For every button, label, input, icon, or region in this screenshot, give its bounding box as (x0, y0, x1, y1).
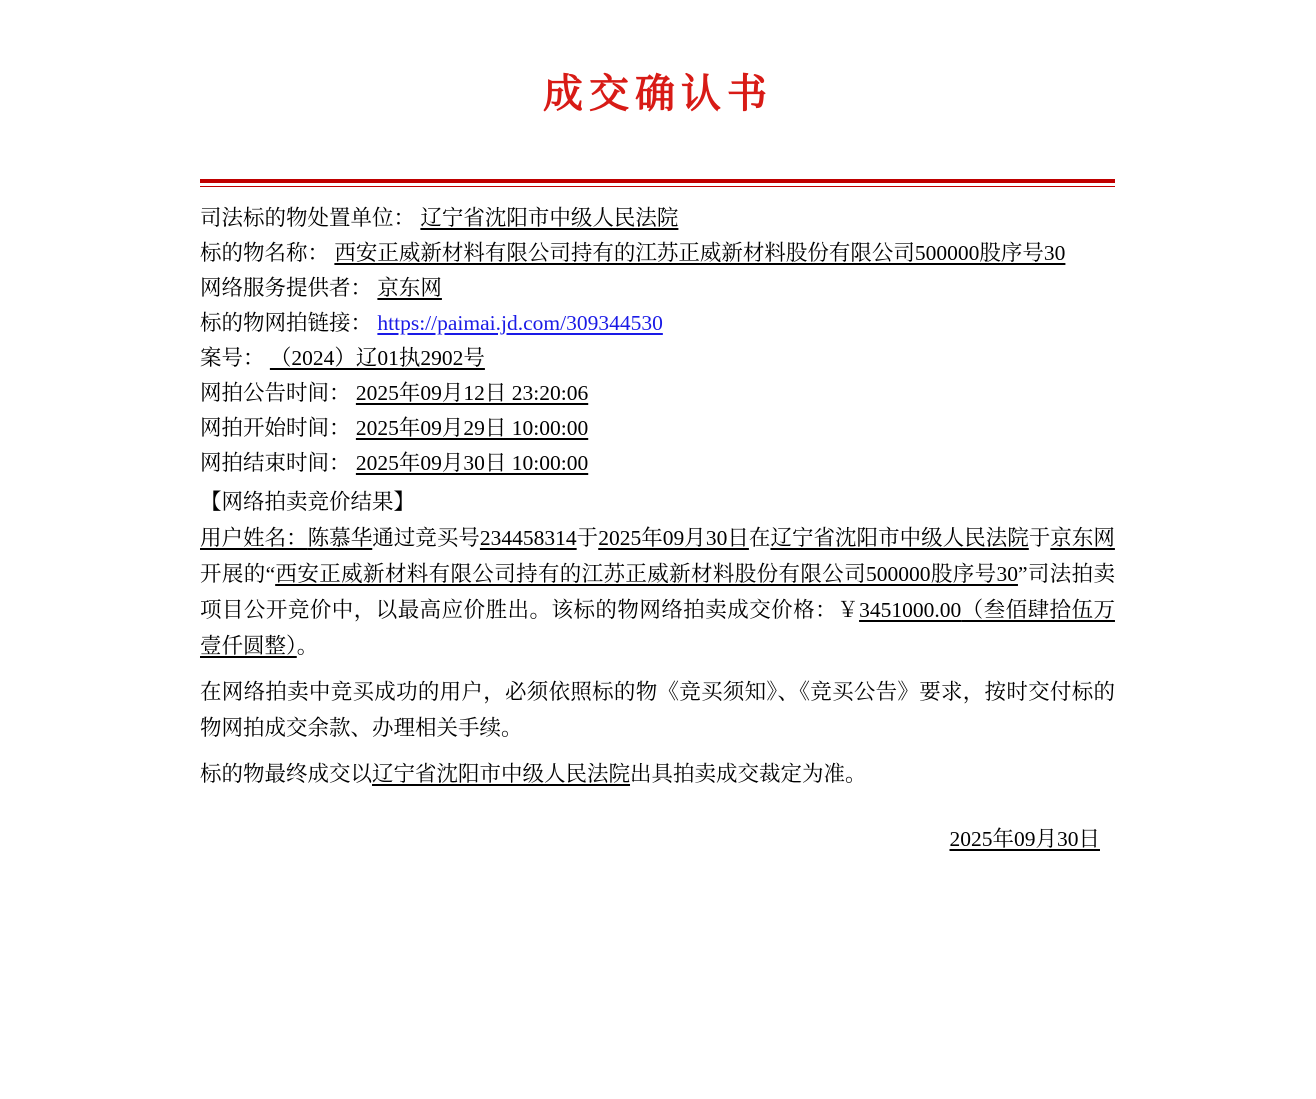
quote-open: “ (265, 562, 276, 586)
field-value: 2025年09月29日 10:00:00 (355, 416, 589, 440)
result-held-text: 开展的 (200, 562, 266, 586)
field-value: （2024）辽01执2902号 (269, 346, 485, 370)
result-user-label: 用户姓名： (200, 526, 308, 550)
field-value: 京东网 (377, 276, 442, 300)
result-heading: 【网络拍卖竞价结果】 (200, 490, 416, 514)
page-title: 成交确认书 (543, 71, 773, 116)
result-time-prefix: 于 (576, 526, 599, 550)
field-label: 网络服务提供者： (200, 276, 373, 300)
field-row-end-time (200, 446, 1115, 481)
result-bid-prefix: 通过竞买号 (372, 526, 480, 550)
result-platform: 京东网 (1050, 526, 1115, 550)
field-value: 2025年09月12日 23:20:06 (355, 381, 589, 405)
field-label: 网拍开始时间： (200, 416, 351, 440)
header-divider (200, 179, 1115, 187)
field-row-case-number (200, 341, 1115, 376)
field-label: 案号： (200, 346, 265, 370)
final-suffix: 出具拍卖成交裁定为准。 (630, 762, 867, 786)
result-bid-number: 234458314 (479, 526, 577, 550)
signature-date-line (200, 822, 1115, 857)
field-label: 网拍结束时间： (200, 451, 351, 475)
field-row-auction-link (200, 306, 1115, 341)
result-user-name: 陈慕华 (307, 526, 373, 550)
auction-link[interactable]: https://paimai.jd.com/309344530 (377, 311, 663, 335)
result-bid-date: 2025年09月30日 (598, 526, 749, 550)
field-row-service-provider (200, 271, 1115, 306)
result-court: 辽宁省沈阳市中级人民法院 (770, 526, 1029, 550)
document-body (200, 201, 1115, 857)
result-price-words: （叁佰肆拾伍万壹仟圆整） (200, 598, 1115, 658)
result-platform-prefix: 于 (1028, 526, 1051, 550)
field-value: 2025年09月30日 10:00:00 (355, 451, 589, 475)
field-value: 西安正威新材料有限公司持有的江苏正威新材料股份有限公司500000股序号30 (334, 241, 1066, 265)
field-label: 标的物网拍链接： (200, 311, 373, 335)
field-row-start-time (200, 411, 1115, 446)
field-value: 辽宁省沈阳市中级人民法院 (420, 206, 679, 230)
result-subject: 西安正威新材料有限公司持有的江苏正威新材料股份有限公司500000股序号30 (275, 562, 1018, 586)
field-label: 标的物名称： (200, 241, 330, 265)
field-label: 司法标的物处置单位： (200, 206, 416, 230)
result-place-prefix: 在 (748, 526, 771, 550)
field-label: 网拍公告时间： (200, 381, 351, 405)
final-court: 辽宁省沈阳市中级人民法院 (372, 762, 631, 786)
result-paragraph (200, 520, 1115, 664)
field-row-subject-name (200, 236, 1115, 271)
divider-thick-line (200, 179, 1115, 183)
result-end-punct: 。 (296, 634, 319, 658)
field-row-disposal-unit (200, 201, 1115, 236)
final-prefix: 标的物最终成交以 (200, 762, 373, 786)
field-row-announcement-time (200, 376, 1115, 411)
result-middle-text: 司法拍卖项目公开竞价中，以最高应价胜出。该标的物网络拍卖成交价格： (200, 562, 1115, 622)
result-price: 3451000.00 (859, 598, 962, 622)
divider-thin-line (200, 186, 1115, 187)
signature-date: 2025年09月30日 (949, 827, 1100, 851)
currency-symbol: ￥ (837, 598, 860, 622)
quote-close: ” (1017, 562, 1028, 586)
final-paragraph (200, 756, 1115, 792)
notice-paragraph: 在网络拍卖中竞买成功的用户，必须依照标的物《竞买须知》、《竞买公告》要求，按时交付标的物网拍成交余款、办理相关手续。 (200, 680, 1115, 740)
